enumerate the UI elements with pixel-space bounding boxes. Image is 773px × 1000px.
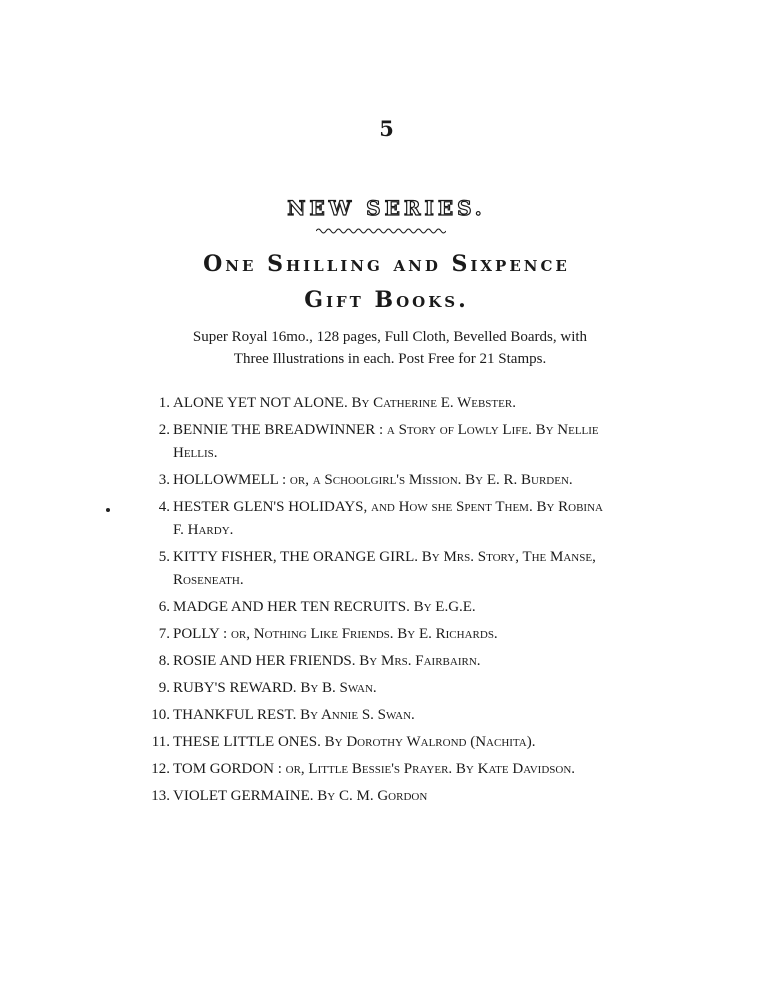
book-number: 4. — [158, 499, 170, 515]
main-title — [0, 246, 773, 318]
book-number: 13. — [151, 788, 170, 804]
book-title: THESE LITTLE ONES. — [173, 734, 321, 750]
list-item — [140, 596, 610, 619]
book-number: 8. — [158, 653, 170, 669]
book-number: 5. — [158, 549, 170, 565]
book-number: 6. — [158, 599, 170, 615]
book-title: THANKFUL REST. — [173, 707, 297, 723]
list-item — [140, 758, 610, 781]
page-number: 5 — [379, 116, 394, 141]
book-author: By C. M. Gordon — [313, 788, 428, 804]
book-author: By Dorothy Walrond (Nachita). — [320, 734, 536, 750]
list-item — [140, 677, 610, 700]
book-number: 2. — [158, 422, 170, 438]
series-heading: NEW SERIES. — [287, 196, 486, 220]
book-title: ALONE YET NOT ALONE. — [173, 395, 348, 411]
book-author: or, Nothing Like Friends. By E. Richards. — [227, 626, 498, 642]
subtitle-line2: Three Illustrations in each. Post Free for 21 Stamps. — [233, 351, 547, 367]
subtitle — [140, 326, 640, 370]
book-number: 1. — [158, 395, 170, 411]
list-item — [140, 731, 610, 754]
list-item — [140, 496, 610, 542]
book-title: VIOLET GERMAINE. — [173, 788, 314, 804]
book-author: By Annie S. Swan. — [296, 707, 415, 723]
book-title: HESTER GLEN'S HOLIDAYS, — [173, 499, 368, 515]
main-title-line1: One Shilling and Sixpence — [203, 251, 570, 277]
book-number: 10. — [151, 707, 170, 723]
book-title: ROSIE AND HER FRIENDS. — [173, 653, 356, 669]
book-author: a Story of Lowly Life. By Nellie Hellis. — [173, 422, 599, 461]
book-author: or, Little Bessie's Prayer. By Kate Davidson. — [281, 761, 576, 777]
list-item — [140, 546, 610, 592]
book-author: By Catherine E. Webster. — [347, 395, 516, 411]
list-item — [140, 392, 610, 415]
book-number: 12. — [151, 761, 170, 777]
book-author: By Mrs. Fairbairn. — [355, 653, 481, 669]
book-number: 3. — [158, 472, 170, 488]
main-title-line2: Gift Books. — [304, 287, 469, 313]
ink-speck — [106, 508, 110, 512]
book-title: TOM GORDON : — [173, 761, 282, 777]
book-author: By E.G.E. — [409, 599, 476, 615]
book-title: POLLY : — [173, 626, 228, 642]
book-title: HOLLOWMELL : — [173, 472, 287, 488]
book-title: RUBY'S REWARD. — [173, 680, 297, 696]
subtitle-line1: Super Royal 16mo., 128 pages, Full Cloth, Bevelled Boards, with — [192, 329, 588, 345]
book-list — [140, 392, 610, 812]
book-author: By Mrs. Story, The Manse, Roseneath. — [173, 549, 596, 588]
list-item — [140, 419, 610, 465]
list-item — [140, 469, 610, 492]
book-number: 9. — [158, 680, 170, 696]
book-title: KITTY FISHER, THE ORANGE GIRL. — [173, 549, 418, 565]
list-item — [140, 650, 610, 673]
book-title: BENNIE THE BREADWINNER : — [173, 422, 384, 438]
wavy-rule-ornament — [316, 226, 446, 236]
book-author: By B. Swan. — [296, 680, 377, 696]
book-author: and How she Spent Them. By Robina F. Hardy. — [173, 499, 603, 538]
book-author: or, a Schoolgirl's Mission. By E. R. Burden. — [286, 472, 573, 488]
list-item — [140, 704, 610, 727]
list-item — [140, 785, 610, 808]
list-item — [140, 623, 610, 646]
book-title: MADGE AND HER TEN RECRUITS. — [173, 599, 410, 615]
book-number: 7. — [158, 626, 170, 642]
book-number: 11. — [151, 734, 170, 750]
